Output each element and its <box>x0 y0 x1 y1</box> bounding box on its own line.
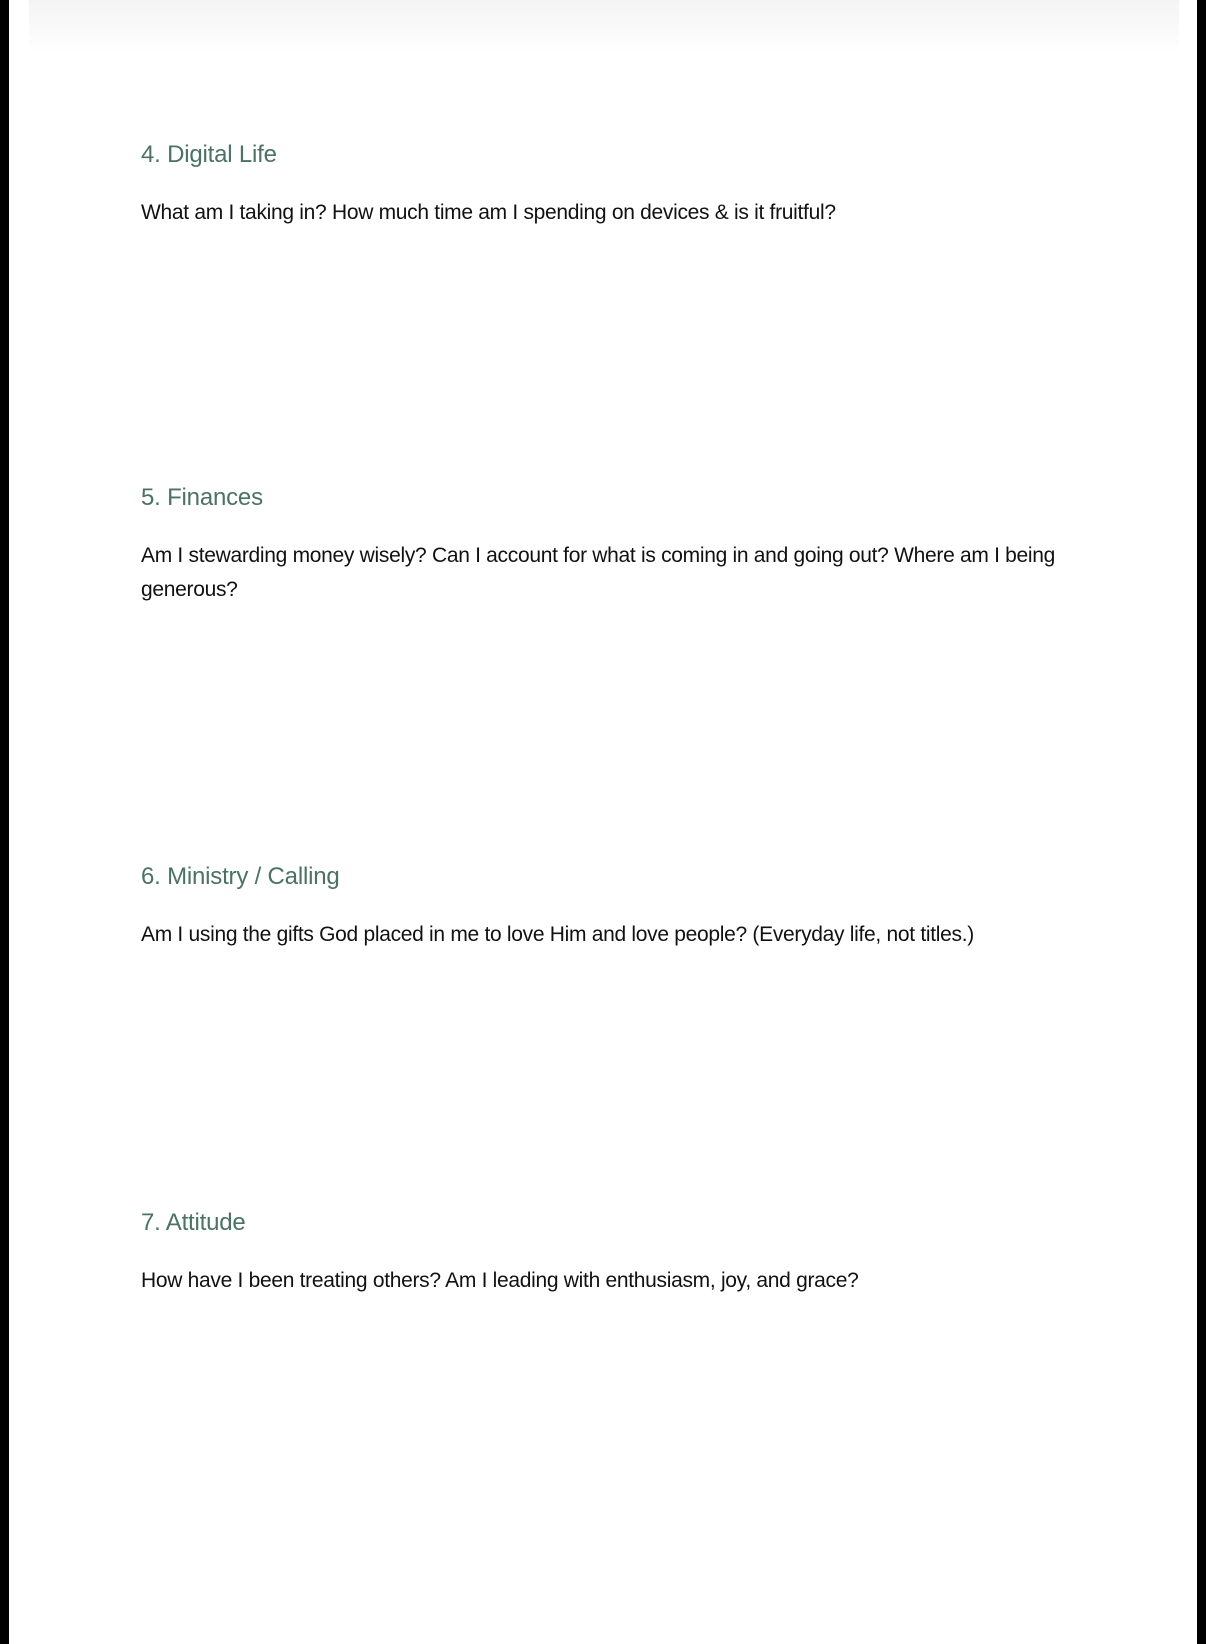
section-question: What am I taking in? How much time am I spending on devices & is it fruitful? <box>141 201 836 224</box>
section-ministry-calling <box>141 862 1101 952</box>
section-digital-life <box>141 140 1101 230</box>
section-heading: 4. Digital Life <box>141 141 277 168</box>
section-heading: 7. Attitude <box>141 1209 246 1236</box>
top-shadow <box>29 0 1179 52</box>
section-finances <box>141 483 1101 607</box>
section-heading: 6. Ministry / Calling <box>141 863 340 890</box>
section-question: Am I using the gifts God placed in me to love Him and love people? (Everyday life, not titles.) <box>141 923 974 946</box>
section-question: How have I been treating others? Am I leading with enthusiasm, joy, and grace? <box>141 1269 859 1292</box>
section-attitude <box>141 1208 1101 1298</box>
section-question: Am I stewarding money wisely? Can I account for what is coming in and going out? Where am I being generous? <box>141 544 1056 601</box>
section-heading: 5. Finances <box>141 484 263 511</box>
document-page <box>9 0 1197 1644</box>
